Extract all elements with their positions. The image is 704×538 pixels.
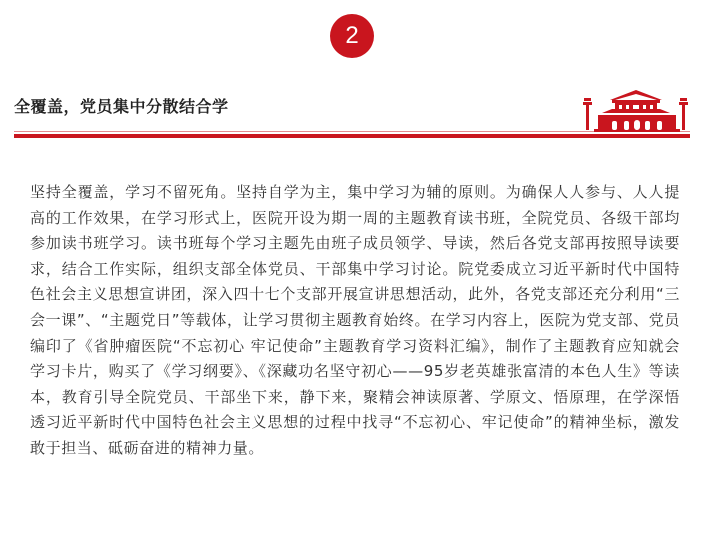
tiananmen-gate-icon xyxy=(582,86,692,134)
body-paragraph: 坚持全覆盖，学习不留死角。坚持自学为主，集中学习为辅的原则。为确保人人参与、人人提高的工作效果，在学习形式上，医院开设为期一周的主题教育读书班，全院党员、各级干部均参加读书班学习。读书班每个学习主题先由班子成员领学、导读，然后各党支部再按照导读要求，结合工作实际，组织支部全体党员、干部集中学习讨论。院党委成立习近平新时代中国特色社会主义思想宣讲团，深入四十七个支部开展宣讲思想活动，此外，各党支部还充分利用“三会一课”、“主题党日”等载体，让学习贯彻主题教育始终。在学习内容上，医院为党支部、党员编印了《省肿瘤医院“不忘初心 牢记使命”主题教育学习资料汇编》，制作了主题教育应知就会学习卡片，购买了《学习纲要》、《深藏功名坚守初心——95岁老英雄张富清的本色人生》等读本，教育引导全院党员、干部坐下来，静下来，聚精会神读原著、学原文、悟原理，在学深悟透习近平新时代中国特色社会主义思想的过程中找寻“不忘初心、牢记使命”的精神坐标，激发敢于担当、砥砺奋进的精神力量。 xyxy=(30,183,680,457)
section-number-badge: 2 xyxy=(330,14,374,58)
heading-divider xyxy=(14,134,690,138)
section-heading: 全覆盖，党员集中分散结合学 xyxy=(14,97,229,116)
